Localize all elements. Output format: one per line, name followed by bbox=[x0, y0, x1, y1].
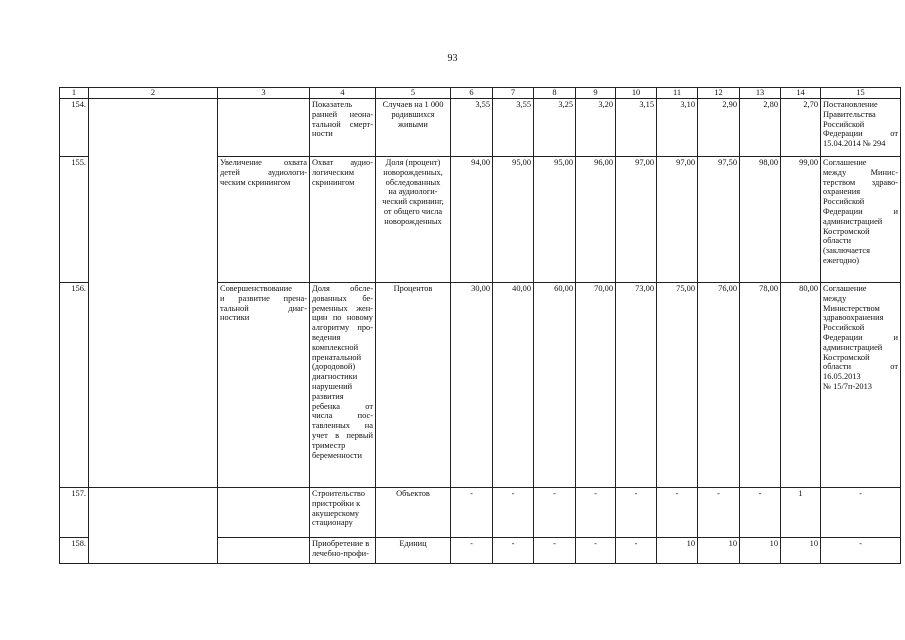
cell-value: 94,00 bbox=[451, 157, 493, 283]
cell-measure bbox=[218, 538, 310, 564]
cell-value: 10 bbox=[740, 538, 781, 564]
cell-measure bbox=[218, 488, 310, 538]
header-row bbox=[60, 88, 901, 99]
cell-source: Постановление Правительства Российской Федерации от 15.04.2014 № 294 bbox=[821, 99, 901, 157]
cell-value: 97,50 bbox=[698, 157, 740, 283]
row-number: 155. bbox=[60, 157, 89, 283]
cell-value: 99,00 bbox=[781, 157, 821, 283]
cell-value: - bbox=[451, 538, 493, 564]
data-table bbox=[59, 87, 901, 564]
cell-value: 97,00 bbox=[616, 157, 657, 283]
cell-value: 2,90 bbox=[698, 99, 740, 157]
cell-value: 60,00 bbox=[534, 283, 576, 488]
cell-unit: Единиц bbox=[376, 538, 451, 564]
cell-col2 bbox=[89, 488, 218, 564]
row-number: 157. bbox=[60, 488, 89, 538]
table-row bbox=[60, 488, 901, 538]
column-header: 9 bbox=[576, 88, 616, 99]
column-header: 5 bbox=[376, 88, 451, 99]
cell-value: - bbox=[616, 538, 657, 564]
cell-measure: Совершенствование и развитие прена- тальной диаг- ностики bbox=[218, 283, 310, 488]
cell-value: - bbox=[451, 488, 493, 538]
cell-indicator: Показатель ранней неона- тальной смерт- ности bbox=[310, 99, 376, 157]
cell-value: 40,00 bbox=[493, 283, 534, 488]
cell-value: - bbox=[493, 488, 534, 538]
cell-value: 30,00 bbox=[451, 283, 493, 488]
column-header: 4 bbox=[310, 88, 376, 99]
cell-value: 3,10 bbox=[657, 99, 698, 157]
cell-value: - bbox=[698, 488, 740, 538]
cell-value: 10 bbox=[698, 538, 740, 564]
cell-measure bbox=[218, 99, 310, 157]
row-number: 158. bbox=[60, 538, 89, 564]
column-header: 6 bbox=[451, 88, 493, 99]
cell-value: 76,00 bbox=[698, 283, 740, 488]
cell-value: 80,00 bbox=[781, 283, 821, 488]
cell-value: 98,00 bbox=[740, 157, 781, 283]
cell-value: 3,55 bbox=[451, 99, 493, 157]
column-header: 10 bbox=[616, 88, 657, 99]
column-header: 11 bbox=[657, 88, 698, 99]
cell-value: 75,00 bbox=[657, 283, 698, 488]
cell-value: - bbox=[740, 488, 781, 538]
cell-indicator: Доля обсле- дованных бе- ременных жен- щин по новому алгоритму про- ведения комплексной пренатальной (дородовой) диагностики нарушений развития ребенка от числа пос- тавленных на учет в первый триместр беременности bbox=[310, 283, 376, 488]
cell-value: - bbox=[576, 488, 616, 538]
cell-value: 3,15 bbox=[616, 99, 657, 157]
cell-indicator: Строительство пристройки к акушерскому стационару bbox=[310, 488, 376, 538]
row-number: 154. bbox=[60, 99, 89, 157]
cell-source: Соглашение между Минис- терством здраво- охранения Российской Федерации и администрацией Костромской области (заключается ежегодно) bbox=[821, 157, 901, 283]
cell-unit: Доля (процент) новорожденных, обследованных на аудиологи- ческий скрининг, от общего числа новорожденных bbox=[376, 157, 451, 283]
cell-value: 2,80 bbox=[740, 99, 781, 157]
cell-value: 70,00 bbox=[576, 283, 616, 488]
cell-value: 3,20 bbox=[576, 99, 616, 157]
cell-value: 2,70 bbox=[781, 99, 821, 157]
cell-source: - bbox=[821, 488, 901, 538]
cell-value: - bbox=[493, 538, 534, 564]
cell-value: - bbox=[534, 488, 576, 538]
cell-value: - bbox=[616, 488, 657, 538]
cell-value: 97,00 bbox=[657, 157, 698, 283]
cell-value: 73,00 bbox=[616, 283, 657, 488]
table-row bbox=[60, 99, 901, 157]
cell-unit: Объектов bbox=[376, 488, 451, 538]
cell-value: 78,00 bbox=[740, 283, 781, 488]
column-header: 12 bbox=[698, 88, 740, 99]
row-number: 156. bbox=[60, 283, 89, 488]
column-header: 14 bbox=[781, 88, 821, 99]
cell-indicator: Охват аудио- логическим скринингом bbox=[310, 157, 376, 283]
cell-value: 3,55 bbox=[493, 99, 534, 157]
cell-value: - bbox=[657, 488, 698, 538]
cell-source: - bbox=[821, 538, 901, 564]
page-number: 93 bbox=[447, 53, 458, 64]
column-header: 15 bbox=[821, 88, 901, 99]
cell-value: - bbox=[534, 538, 576, 564]
column-header: 8 bbox=[534, 88, 576, 99]
cell-col2 bbox=[89, 99, 218, 488]
cell-indicator: Приобретение в лечебно-профи- bbox=[310, 538, 376, 564]
cell-value: 96,00 bbox=[576, 157, 616, 283]
column-header: 7 bbox=[493, 88, 534, 99]
cell-value: 10 bbox=[781, 538, 821, 564]
cell-unit: Случаев на 1 000 родившихся живыми bbox=[376, 99, 451, 157]
cell-value: 95,00 bbox=[493, 157, 534, 283]
column-header: 1 bbox=[60, 88, 89, 99]
cell-source: Соглашение между Министерством здравоохранения Российской Федерации и администрацией Костромской области от 16.05.2013 № 15/7п-2013 bbox=[821, 283, 901, 488]
cell-value: 1 bbox=[781, 488, 821, 538]
cell-value: 10 bbox=[657, 538, 698, 564]
cell-value: 95,00 bbox=[534, 157, 576, 283]
cell-value: 3,25 bbox=[534, 99, 576, 157]
column-header: 13 bbox=[740, 88, 781, 99]
column-header: 3 bbox=[218, 88, 310, 99]
column-header: 2 bbox=[89, 88, 218, 99]
cell-unit: Процентов bbox=[376, 283, 451, 488]
cell-measure: Увеличение охвата детей аудиологи- ческим скринингом bbox=[218, 157, 310, 283]
cell-value: - bbox=[576, 538, 616, 564]
